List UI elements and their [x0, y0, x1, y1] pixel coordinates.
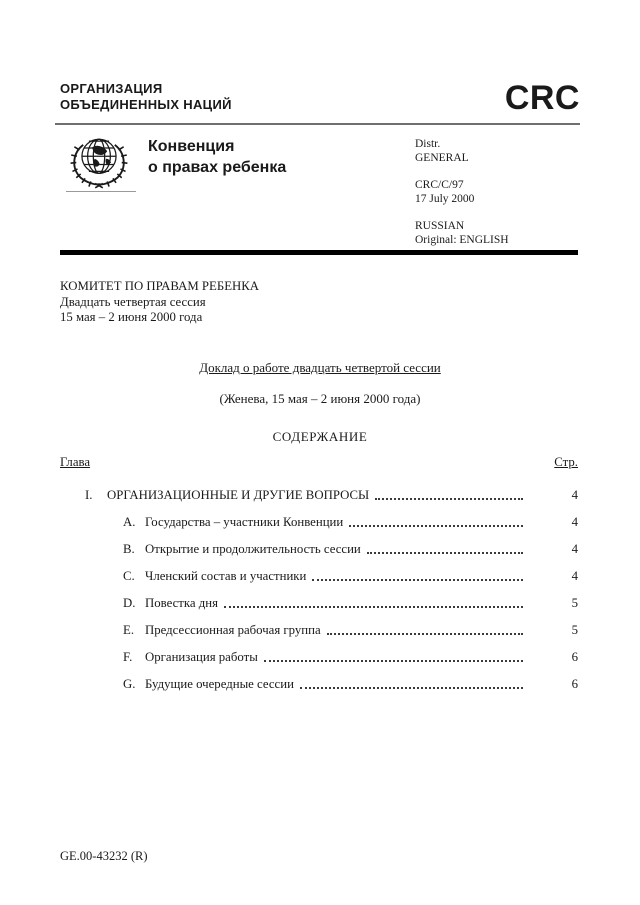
- toc-item-page: 4: [571, 515, 578, 529]
- toc-item-page: 4: [571, 569, 578, 583]
- committee-name: КОМИТЕТ ПО ПРАВАМ РЕБЕНКА: [60, 279, 260, 293]
- toc-row: [60, 623, 578, 638]
- dot-leader: [367, 552, 523, 554]
- toc-item-number: F.: [123, 650, 133, 664]
- toc-item-label: Открытие и продолжительность сессии: [145, 542, 361, 556]
- toc-item-label: Членский состав и участники: [145, 569, 307, 583]
- dot-leader: [300, 687, 523, 689]
- un-emblem-icon: [64, 131, 134, 196]
- toc-item-number: A.: [123, 515, 136, 529]
- toc-item-number: G.: [123, 677, 136, 691]
- toc-item-page: 5: [571, 596, 578, 610]
- toc-item-label: Организация работы: [145, 650, 258, 664]
- convention-title-line1: Конвенция: [148, 138, 235, 155]
- distribution-block: [415, 137, 509, 260]
- toc-item-label: Будущие очередные сессии: [145, 677, 294, 691]
- un-org-name-line1: ОРГАНИЗАЦИЯ: [60, 81, 163, 96]
- dot-leader: [375, 498, 523, 500]
- dot-leader: [327, 633, 523, 635]
- toc-page-header: Стр.: [554, 455, 578, 469]
- letterhead-rule: [55, 123, 580, 125]
- dot-leader: [224, 606, 523, 608]
- dot-leader: [264, 660, 523, 662]
- document-original-language: Original: ENGLISH: [415, 234, 509, 246]
- distr-group: [415, 137, 509, 165]
- report-title: Доклад о работе двадцать четвертой сессии: [199, 360, 441, 375]
- contents-heading: СОДЕРЖАНИЕ: [272, 429, 368, 444]
- convention-title: [148, 136, 286, 178]
- session-dates: 15 мая – 2 июня 2000 года: [60, 310, 203, 324]
- toc-row: [60, 677, 578, 692]
- distr-value: GENERAL: [415, 152, 469, 164]
- language-group: [415, 219, 509, 247]
- table-of-contents: [60, 455, 578, 692]
- un-org-name: [60, 81, 232, 113]
- toc-item-page: 4: [571, 488, 578, 502]
- document-date: 17 July 2000: [415, 193, 475, 205]
- toc-item-label: Предсессионная рабочая группа: [145, 623, 321, 637]
- document-reference-number: GE.00-43232 (R): [60, 849, 148, 863]
- document-language: RUSSIAN: [415, 220, 465, 232]
- toc-item-number: E.: [123, 623, 135, 637]
- toc-row: [60, 569, 578, 584]
- document-symbol: CRC/C/97: [415, 179, 464, 191]
- letterhead-divider-bar: [60, 250, 578, 255]
- dot-leader: [349, 525, 523, 527]
- toc-item-label: Повестка дня: [145, 596, 219, 610]
- toc-item-page: 6: [571, 650, 578, 664]
- toc-row: [60, 650, 578, 665]
- toc-item-page: 4: [571, 542, 578, 556]
- toc-row: [60, 515, 578, 530]
- document-series-symbol: CRC: [504, 79, 580, 117]
- toc-item-label: ОРГАНИЗАЦИОННЫЕ И ДРУГИЕ ВОПРОСЫ: [107, 488, 370, 502]
- toc-item-page: 6: [571, 677, 578, 691]
- toc-item-number: C.: [123, 569, 135, 583]
- toc-row: [60, 596, 578, 611]
- emblem-underline: [66, 191, 136, 192]
- report-subtitle: (Женева, 15 мая – 2 июня 2000 года): [219, 391, 421, 406]
- session-number: Двадцать четвертая сессия: [60, 294, 206, 309]
- convention-title-line2: о правах ребенка: [148, 159, 287, 176]
- toc-item-number: I.: [85, 488, 93, 502]
- distr-label: Distr.: [415, 138, 441, 150]
- dot-leader: [312, 579, 523, 581]
- toc-item-number: B.: [123, 542, 135, 556]
- session-heading: [60, 279, 259, 326]
- toc-item-label: Государства – участники Конвенции: [145, 515, 344, 529]
- toc-chapter-header: Глава: [60, 455, 91, 469]
- toc-item-page: 5: [571, 623, 578, 637]
- report-title-row: [0, 360, 640, 376]
- toc-row: [60, 488, 578, 503]
- toc-item-number: D.: [123, 596, 136, 610]
- toc-header-row: [60, 455, 578, 470]
- toc-row: [60, 542, 578, 557]
- un-org-name-line2: ОБЪЕДИНЕННЫХ НАЦИЙ: [60, 97, 232, 112]
- symbol-date-group: [415, 178, 509, 206]
